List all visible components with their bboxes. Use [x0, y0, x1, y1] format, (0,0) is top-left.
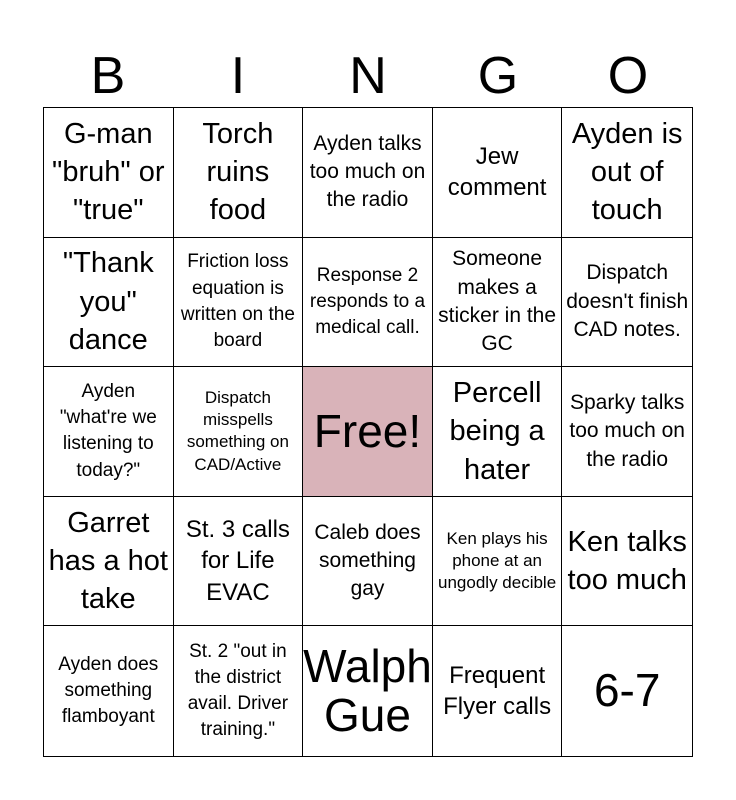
bingo-cell-text: Caleb does something gay — [314, 520, 421, 601]
bingo-cell[interactable] — [174, 367, 304, 497]
bingo-cell-text: Frequent Flyer calls — [443, 661, 552, 721]
bingo-cell-text: Sparky talks too much on the radio — [569, 390, 685, 471]
bingo-cell-text: St. 2 "out in the district avail. Driver training." — [187, 640, 289, 741]
header-letter-n: N — [349, 47, 387, 105]
bingo-cell[interactable] — [174, 497, 304, 627]
bingo-cell[interactable] — [44, 367, 174, 497]
bingo-cell[interactable] — [562, 497, 692, 627]
bingo-cell[interactable] — [44, 497, 174, 627]
bingo-cell-text: Ayden does something flamboyant — [58, 653, 159, 728]
bingo-cell[interactable] — [303, 497, 433, 627]
bingo-cell[interactable] — [174, 626, 304, 756]
bingo-cell[interactable] — [174, 238, 304, 368]
bingo-cell[interactable] — [303, 238, 433, 368]
bingo-cell-text: Percell being a hater — [449, 377, 545, 486]
bingo-cell-text: G-man "bruh" or "true" — [52, 117, 165, 227]
bingo-cell[interactable] — [433, 238, 563, 368]
bingo-cell[interactable] — [433, 108, 563, 238]
bingo-cell[interactable] — [562, 367, 692, 497]
bingo-cell[interactable] — [174, 108, 304, 238]
bingo-cell[interactable] — [433, 626, 563, 756]
bingo-cell-text: Dispatch misspells something on CAD/Active — [186, 388, 289, 474]
bingo-header — [43, 42, 693, 108]
bingo-cell-text: St. 3 calls for Life EVAC — [185, 515, 290, 606]
bingo-cell[interactable] — [433, 497, 563, 627]
bingo-cell[interactable] — [44, 238, 174, 368]
bingo-cell[interactable] — [303, 108, 433, 238]
bingo-cell-text: Friction loss equation is written on the board — [180, 251, 295, 352]
bingo-cell-text: Ayden talks too much on the radio — [309, 131, 426, 212]
bingo-cell[interactable] — [433, 367, 563, 497]
bingo-cell-text: Dispatch doesn't finish CAD notes. — [566, 261, 689, 342]
bingo-cell-text: Jew comment — [447, 142, 547, 202]
bingo-cell-text: Garret has a hot take — [48, 506, 168, 616]
bingo-cell-text: Free! — [313, 404, 422, 457]
bingo-board — [43, 107, 693, 757]
bingo-cell[interactable] — [562, 238, 692, 368]
bingo-cell[interactable] — [562, 108, 692, 238]
bingo-cell-text: Someone makes a sticker in the GC — [438, 247, 557, 356]
bingo-cell[interactable] — [303, 626, 433, 756]
free-space-cell[interactable] — [303, 367, 433, 497]
bingo-cell-text: Ayden "what're we listening to today?" — [59, 381, 157, 481]
bingo-cell-text: Walph Gue — [303, 639, 432, 742]
bingo-cell-text: Ken plays his phone at an ungodly decible — [438, 528, 557, 593]
header-letter-o: O — [607, 47, 649, 105]
bingo-cell-text: Torch ruins food — [202, 117, 274, 227]
header-letter-b: B — [90, 47, 126, 105]
header-letter-i: I — [230, 47, 246, 105]
bingo-cell[interactable] — [562, 626, 692, 756]
bingo-cell-text: Response 2 responds to a medical call. — [309, 264, 426, 338]
bingo-cell-text: Ken talks too much — [567, 525, 687, 597]
bingo-cell[interactable] — [44, 626, 174, 756]
bingo-cell-text: "Thank you" dance — [62, 247, 154, 357]
bingo-cell[interactable] — [44, 108, 174, 238]
bingo-cell-text: 6-7 — [593, 664, 661, 717]
bingo-cell-text: Ayden is out of touch — [571, 117, 683, 227]
header-letter-g: G — [477, 47, 519, 105]
